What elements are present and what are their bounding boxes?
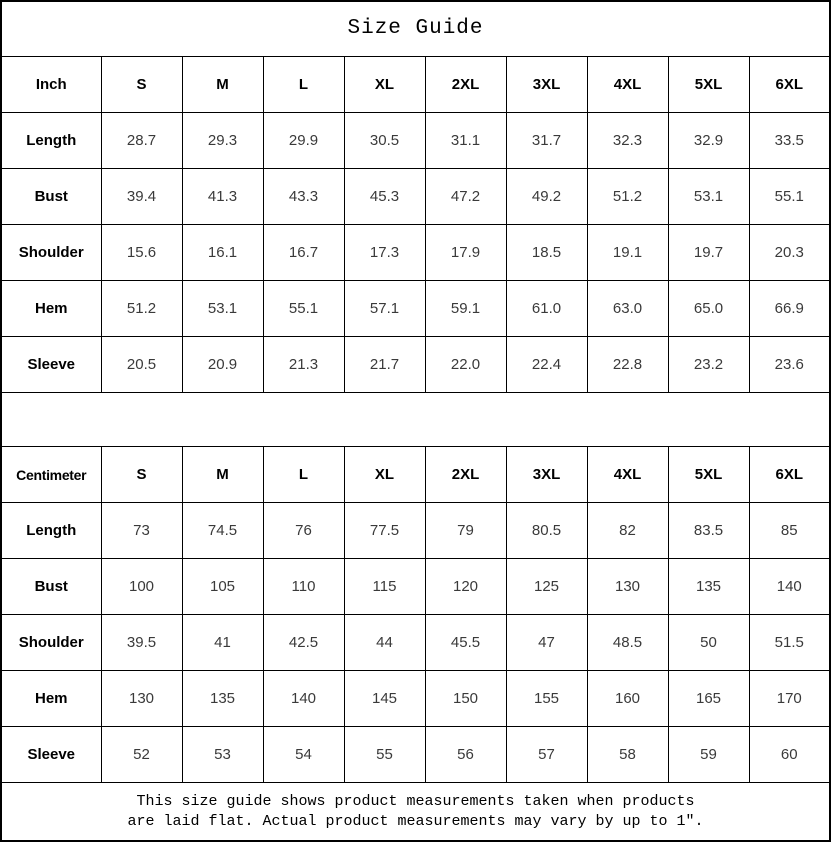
measurement-cell: 15.6 — [101, 224, 182, 280]
row-label: Sleeve — [1, 727, 101, 783]
measurement-cell: 51.2 — [587, 168, 668, 224]
size-header-3xl: 3XL — [506, 56, 587, 112]
measurement-cell: 60 — [749, 727, 830, 783]
measurement-cell: 80.5 — [506, 503, 587, 559]
inch-bust-row — [1, 168, 830, 224]
measurement-cell: 110 — [263, 559, 344, 615]
measurement-cell: 165 — [668, 671, 749, 727]
measurement-cell: 51.2 — [101, 280, 182, 336]
measurement-cell: 100 — [101, 559, 182, 615]
measurement-cell: 39.5 — [101, 615, 182, 671]
measurement-cell: 45.3 — [344, 168, 425, 224]
measurement-cell: 22.0 — [425, 336, 506, 392]
footer-note-line2: are laid flat. Actual product measurements may vary by up to 1″. — [127, 812, 704, 830]
row-label: Length — [1, 503, 101, 559]
measurement-cell: 120 — [425, 559, 506, 615]
measurement-cell: 51.5 — [749, 615, 830, 671]
measurement-cell: 59.1 — [425, 280, 506, 336]
size-header-3xl: 3XL — [506, 447, 587, 503]
size-header-6xl: 6XL — [749, 447, 830, 503]
measurement-cell: 66.9 — [749, 280, 830, 336]
size-header-5xl: 5XL — [668, 447, 749, 503]
measurement-cell: 65.0 — [668, 280, 749, 336]
measurement-cell: 130 — [101, 671, 182, 727]
measurement-cell: 59 — [668, 727, 749, 783]
measurement-cell: 73 — [101, 503, 182, 559]
measurement-cell: 55.1 — [749, 168, 830, 224]
measurement-cell: 76 — [263, 503, 344, 559]
measurement-cell: 45.5 — [425, 615, 506, 671]
measurement-cell: 39.4 — [101, 168, 182, 224]
cm-hem-row — [1, 671, 830, 727]
inch-hem-row — [1, 280, 830, 336]
measurement-cell: 79 — [425, 503, 506, 559]
footer-note — [1, 783, 830, 841]
measurement-cell: 21.7 — [344, 336, 425, 392]
measurement-cell: 19.1 — [587, 224, 668, 280]
size-header-4xl: 4XL — [587, 56, 668, 112]
measurement-cell: 32.9 — [668, 112, 749, 168]
inch-length-row — [1, 112, 830, 168]
measurement-cell: 41 — [182, 615, 263, 671]
measurement-cell: 83.5 — [668, 503, 749, 559]
measurement-cell: 33.5 — [749, 112, 830, 168]
measurement-cell: 28.7 — [101, 112, 182, 168]
measurement-cell: 85 — [749, 503, 830, 559]
measurement-cell: 20.3 — [749, 224, 830, 280]
size-header-l: L — [263, 56, 344, 112]
measurement-cell: 135 — [182, 671, 263, 727]
measurement-cell: 53.1 — [182, 280, 263, 336]
measurement-cell: 43.3 — [263, 168, 344, 224]
measurement-cell: 42.5 — [263, 615, 344, 671]
measurement-cell: 57.1 — [344, 280, 425, 336]
measurement-cell: 160 — [587, 671, 668, 727]
row-label: Length — [1, 112, 101, 168]
row-label: Shoulder — [1, 224, 101, 280]
size-header-m: M — [182, 447, 263, 503]
cm-unit-header: Centimeter — [1, 447, 101, 503]
measurement-cell: 55 — [344, 727, 425, 783]
measurement-cell: 48.5 — [587, 615, 668, 671]
measurement-cell: 155 — [506, 671, 587, 727]
size-guide-title: Size Guide — [1, 1, 830, 56]
size-header-l: L — [263, 447, 344, 503]
measurement-cell: 31.7 — [506, 112, 587, 168]
measurement-cell: 22.8 — [587, 336, 668, 392]
measurement-cell: 56 — [425, 727, 506, 783]
measurement-cell: 41.3 — [182, 168, 263, 224]
cm-bust-row — [1, 559, 830, 615]
inch-header-row — [1, 56, 830, 112]
measurement-cell: 82 — [587, 503, 668, 559]
measurement-cell: 170 — [749, 671, 830, 727]
size-header-xl: XL — [344, 447, 425, 503]
measurement-cell: 44 — [344, 615, 425, 671]
size-header-2xl: 2XL — [425, 447, 506, 503]
measurement-cell: 58 — [587, 727, 668, 783]
inch-unit-header: Inch — [1, 56, 101, 112]
row-label: Hem — [1, 671, 101, 727]
measurement-cell: 135 — [668, 559, 749, 615]
measurement-cell: 150 — [425, 671, 506, 727]
size-header-5xl: 5XL — [668, 56, 749, 112]
measurement-cell: 17.3 — [344, 224, 425, 280]
measurement-cell: 23.6 — [749, 336, 830, 392]
measurement-cell: 55.1 — [263, 280, 344, 336]
cm-header-row — [1, 447, 830, 503]
size-header-4xl: 4XL — [587, 447, 668, 503]
measurement-cell: 74.5 — [182, 503, 263, 559]
row-label: Bust — [1, 168, 101, 224]
measurement-cell: 125 — [506, 559, 587, 615]
measurement-cell: 145 — [344, 671, 425, 727]
measurement-cell: 16.7 — [263, 224, 344, 280]
measurement-cell: 29.9 — [263, 112, 344, 168]
inch-shoulder-row — [1, 224, 830, 280]
size-header-s: S — [101, 447, 182, 503]
table-spacer — [1, 392, 830, 446]
measurement-cell: 54 — [263, 727, 344, 783]
measurement-cell: 49.2 — [506, 168, 587, 224]
cm-shoulder-row — [1, 615, 830, 671]
measurement-cell: 53 — [182, 727, 263, 783]
measurement-cell: 29.3 — [182, 112, 263, 168]
footer-note-line1: This size guide shows product measurements taken when products — [136, 792, 695, 810]
measurement-cell: 17.9 — [425, 224, 506, 280]
size-header-6xl: 6XL — [749, 56, 830, 112]
row-label: Sleeve — [1, 336, 101, 392]
measurement-cell: 57 — [506, 727, 587, 783]
measurement-cell: 47.2 — [425, 168, 506, 224]
measurement-cell: 130 — [587, 559, 668, 615]
size-header-s: S — [101, 56, 182, 112]
measurement-cell: 105 — [182, 559, 263, 615]
size-header-xl: XL — [344, 56, 425, 112]
cm-sleeve-row — [1, 727, 830, 783]
measurement-cell: 18.5 — [506, 224, 587, 280]
measurement-cell: 30.5 — [344, 112, 425, 168]
row-label: Hem — [1, 280, 101, 336]
measurement-cell: 23.2 — [668, 336, 749, 392]
measurement-cell: 21.3 — [263, 336, 344, 392]
measurement-cell: 20.9 — [182, 336, 263, 392]
row-label: Shoulder — [1, 615, 101, 671]
size-header-m: M — [182, 56, 263, 112]
measurement-cell: 47 — [506, 615, 587, 671]
measurement-cell: 140 — [749, 559, 830, 615]
measurement-cell: 32.3 — [587, 112, 668, 168]
measurement-cell: 140 — [263, 671, 344, 727]
measurement-cell: 31.1 — [425, 112, 506, 168]
measurement-cell: 16.1 — [182, 224, 263, 280]
measurement-cell: 53.1 — [668, 168, 749, 224]
inch-sleeve-row — [1, 336, 830, 392]
cm-length-row — [1, 503, 830, 559]
measurement-cell: 22.4 — [506, 336, 587, 392]
measurement-cell: 50 — [668, 615, 749, 671]
measurement-cell: 61.0 — [506, 280, 587, 336]
measurement-cell: 19.7 — [668, 224, 749, 280]
row-label: Bust — [1, 559, 101, 615]
measurement-cell: 115 — [344, 559, 425, 615]
measurement-cell: 20.5 — [101, 336, 182, 392]
measurement-cell: 52 — [101, 727, 182, 783]
size-header-2xl: 2XL — [425, 56, 506, 112]
measurement-cell: 77.5 — [344, 503, 425, 559]
measurement-cell: 63.0 — [587, 280, 668, 336]
